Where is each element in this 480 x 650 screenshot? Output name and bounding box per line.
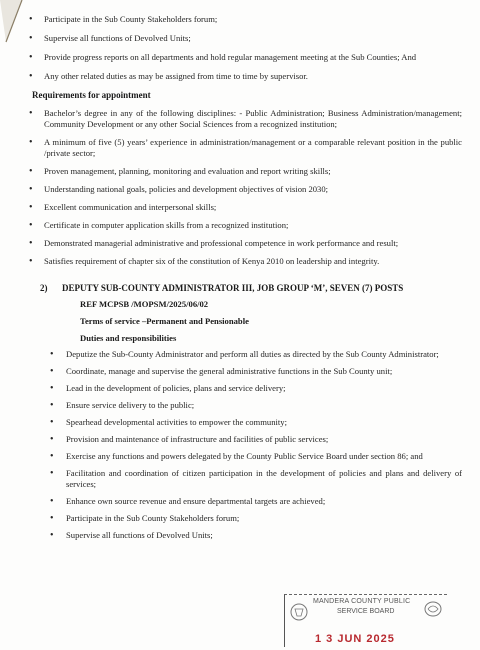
section2-duties-list xyxy=(22,349,462,541)
section2-title xyxy=(40,283,462,294)
requirement-list-item: • A minimum of five (5) years’ experience in administration/management or a comparable relevant position in the public /private sector; xyxy=(22,137,462,159)
duty-list-item: • Facilitation and coordination of citizen participation in the development of policies and plans and delivery of services; xyxy=(40,468,462,490)
requirement-list-item: • Certificate in computer application skills from a recognized institution; xyxy=(22,220,462,231)
duty-list-item: • Enhance own source revenue and ensure departmental targets are achieved; xyxy=(40,496,462,507)
requirement-list-item: • Satisfies requirement of chapter six of the constitution of Kenya 2010 on leadership and integrity. xyxy=(22,256,462,267)
section2-ref: REF MCPSB /MOPSM/2025/06/02 xyxy=(80,299,209,309)
duty-list-item: • Supervise all functions of Devolved Units; xyxy=(22,33,462,44)
duty-list-item: • Lead in the development of policies, plans and service delivery; xyxy=(40,383,462,394)
requirements-heading: Requirements for appointment xyxy=(32,90,151,100)
requirement-list-item: • Excellent communication and interpersonal skills; xyxy=(22,202,462,213)
section2-number: 2) xyxy=(40,283,48,293)
duty-list-item: • Coordinate, manage and supervise the general administrative functions in the Sub County unit; xyxy=(40,366,462,377)
duty-list-item: • Supervise all functions of Devolved Units; xyxy=(40,530,462,541)
requirement-list-item: • Demonstrated managerial administrative and professional competence in work performance and result; xyxy=(22,238,462,249)
duty-list-item: • Participate in the Sub County Stakeholders forum; xyxy=(22,14,462,25)
requirement-list-item: • Proven management, planning, monitoring and evaluation and report writing skills; xyxy=(22,166,462,177)
duty-list-item: • Spearhead developmental activities to empower the community; xyxy=(40,417,462,428)
board-logo-icon xyxy=(423,599,443,619)
requirement-list-item: • Understanding national goals, policies and development objectives of vision 2030; xyxy=(22,184,462,195)
document-content xyxy=(22,14,462,547)
duty-list-item: • Any other related duties as may be assigned from time to time by supervisor. xyxy=(22,71,462,82)
section2-terms: Terms of service –Permanent and Pensionable xyxy=(80,316,249,326)
section2-title-text: DEPUTY SUB-COUNTY ADMINISTRATOR III, JOB GROUP ‘M’, SEVEN (7) POSTS xyxy=(62,283,404,293)
stamp-board-name: MANDERA COUNTY PUBLIC xyxy=(313,598,411,605)
coat-of-arms-icon xyxy=(288,601,310,623)
board-stamp xyxy=(284,594,447,647)
duty-list-item: • Exercise any functions and powers delegated by the County Public Service Board under section 86; and xyxy=(40,451,462,462)
duty-list-item: • Participate in the Sub County Stakeholders forum; xyxy=(40,513,462,524)
stamp-board-suffix: SERVICE BOARD xyxy=(337,608,395,615)
duty-list-item: • Ensure service delivery to the public; xyxy=(40,400,462,411)
duty-list-item: • Provision and maintenance of infrastructure and facilities of public services; xyxy=(40,434,462,445)
duty-list-item: • Provide progress reports on all departments and hold regular management meeting at the Sub Counties; And xyxy=(22,52,462,63)
duty-list-item: • Deputize the Sub-County Administrator and perform all duties as directed by the Sub County Administrator; xyxy=(40,349,462,360)
requirement-list-item: • Bachelor’s degree in any of the following disciplines: - Public Administration; Business Administration/management; Community Development or any other Social Sciences from a recognized institution; xyxy=(22,108,462,130)
requirements-list xyxy=(22,108,462,267)
stamp-date: 1 3 JUN 2025 xyxy=(315,633,395,645)
section1-duties-list xyxy=(22,14,462,82)
section2-duties-heading: Duties and responsibilities xyxy=(80,333,177,343)
